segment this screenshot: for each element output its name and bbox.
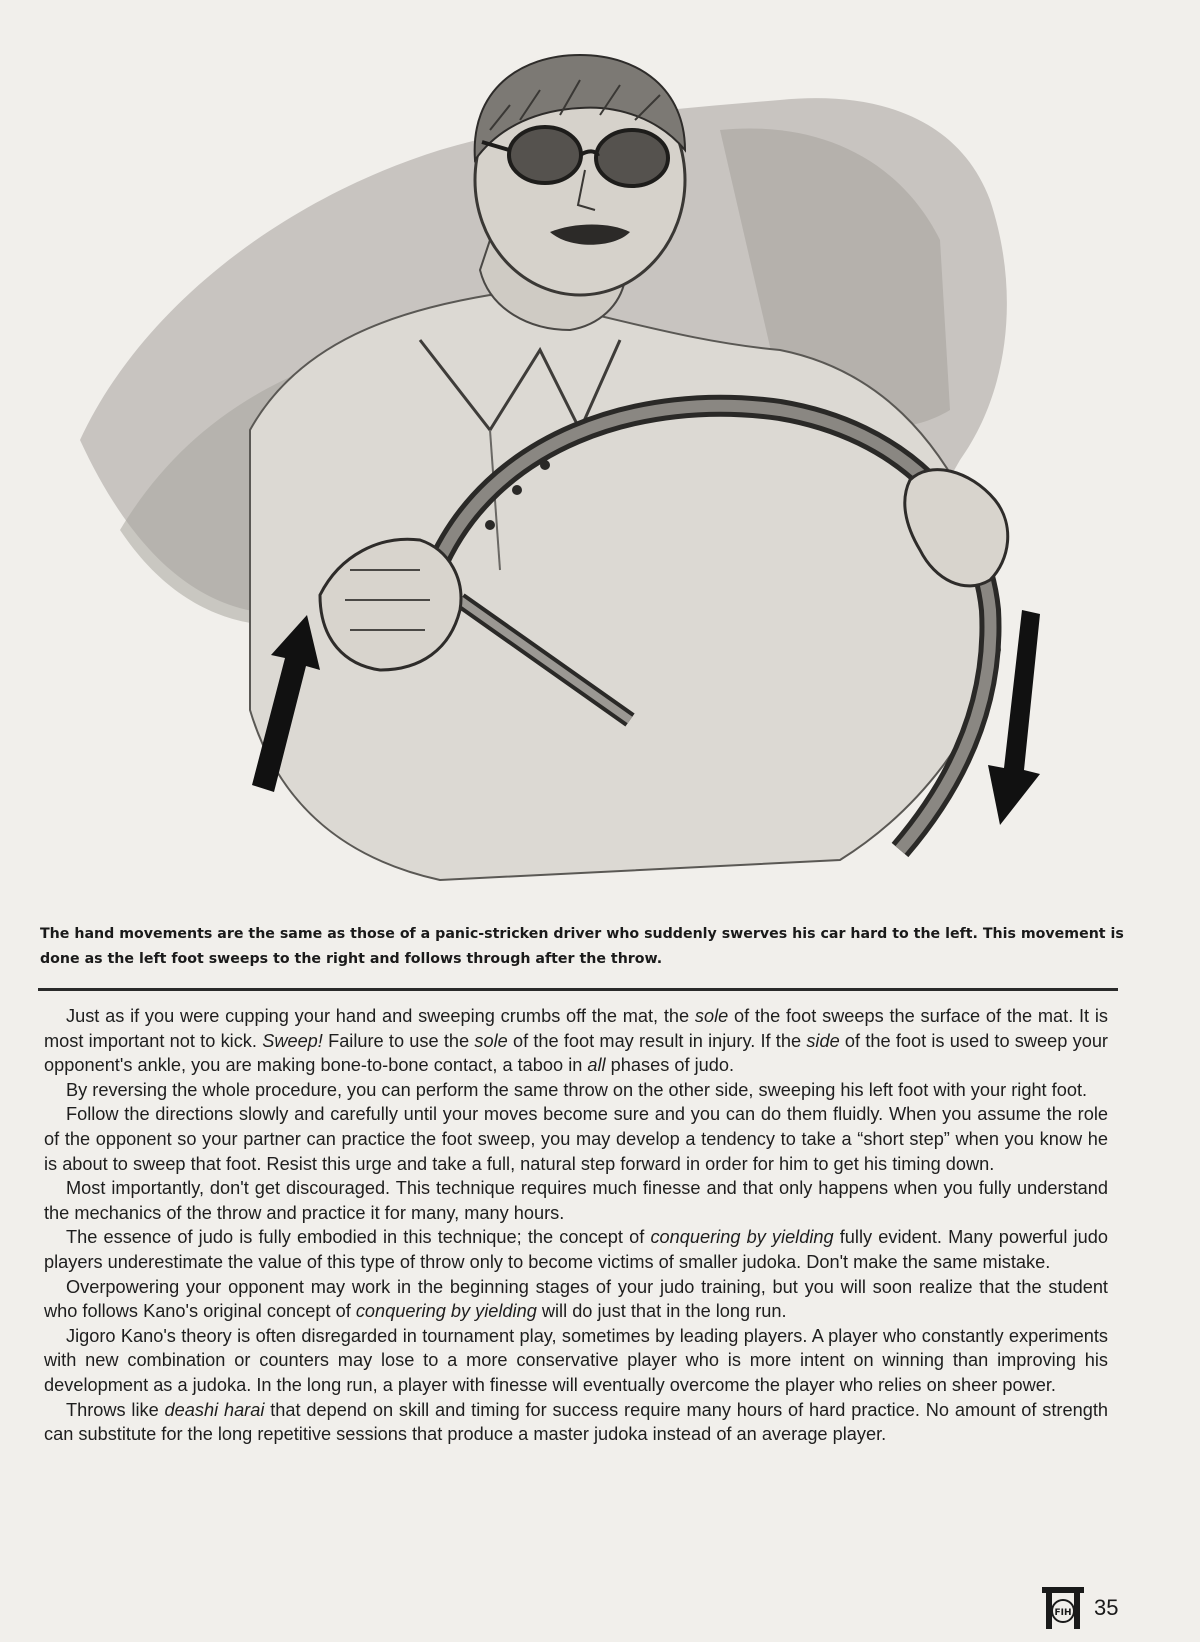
divider: [38, 988, 1118, 991]
page-number: 35: [1094, 1595, 1119, 1620]
driver-steering-wheel-illustration: [20, 10, 1150, 915]
body-paragraph: Follow the directions slowly and carefully until your moves become sure and you can do them fluidly. When you assume the role of the opponent so your partner can practice the foot sweep, you may develop a tendency to take a “short step” when you know he is about to sweep that foot. Resist this urge and take a full, natural step forward in order for him to get his timing down.: [44, 1104, 1108, 1174]
body-paragraph: Jigoro Kano's theory is often disregarded in tournament play, sometimes by leading players. A player who constantly experiments with new combination or counters may lose to a more conservative player who is more intent on winning than improving his development as a judoka. In the long run, a player with finesse will eventually overcome the player who relies on sheer power.: [44, 1325, 1108, 1395]
logo-text: FIH: [1054, 1608, 1072, 1618]
publisher-logo-icon: [1040, 1585, 1086, 1631]
italic-term: deashi harai: [164, 1399, 265, 1420]
body-paragraph: The essence of judo is fully embodied in this technique; the concept of conquering by yielding fully evident. Many powerful judo players underestimate the value of this type of throw only to become victims of smaller judoka. Don't make the same mistake.: [44, 1227, 1108, 1272]
italic-term: conquering by yielding: [355, 1301, 537, 1322]
driver-head: [475, 55, 685, 295]
figure-caption: The hand movements are the same as those of a panic-stricken driver who suddenly swerves his car hard to the left. This movement is done as the left foot sweeps to the right and follows through after the throw.: [40, 926, 1124, 967]
body-paragraph: Most importantly, don't get discouraged. This technique requires much finesse and that only happens when you fully understand the mechanics of the throw and practice it for many, many hours.: [44, 1178, 1108, 1223]
body-paragraph: Throws like deashi harai that depend on skill and timing for success require many hours of hard practice. No amount of strength can substitute for the long repetitive sessions that produce a master judoka instead of an average player.: [44, 1399, 1109, 1445]
italic-term: Sweep!: [262, 1030, 323, 1051]
italic-term: all: [587, 1055, 606, 1076]
body-paragraph: Overpowering your opponent may work in the beginning stages of your judo training, but you will soon realize that the student who follows Kano's original concept of conquering by yielding will do just that in the long run.: [44, 1276, 1108, 1322]
italic-term: side: [806, 1030, 840, 1051]
body-paragraph: Just as if you were cupping your hand and sweeping crumbs off the mat, the sole of the foot sweeps the surface of the mat. It is most important not to kick. Sweep! Failure to use the sole of the foot may result in injury. If the side of the foot is used to sweep your opponent's ankle, you are making bone-to-bone contact, a taboo in all phases of judo.: [44, 1006, 1108, 1076]
italic-term: conquering by yielding: [650, 1227, 834, 1248]
body-paragraph: By reversing the whole procedure, you can perform the same throw on the other side, sweeping his left foot with your right foot.: [66, 1079, 1088, 1100]
italic-term: sole: [694, 1006, 729, 1026]
italic-term: sole: [474, 1030, 508, 1051]
article-body: [44, 1004, 1108, 1447]
